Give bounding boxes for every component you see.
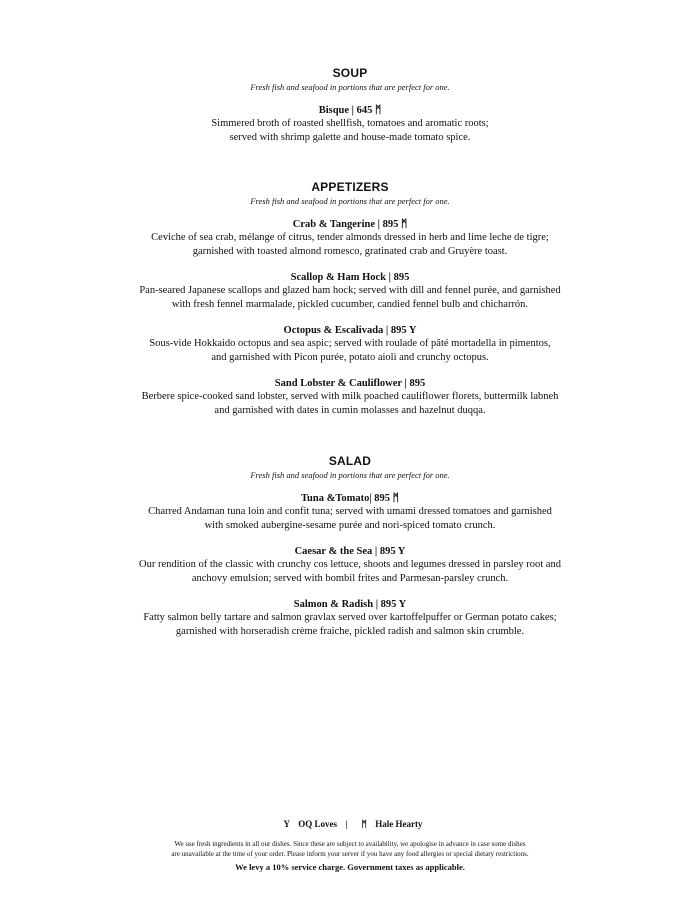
description-line: Our rendition of the classic with crunchy cos lettuce, shoots and legumes dressed in parsley root and (139, 559, 561, 570)
service-charge-note: We levy a 10% service charge. Government taxes as applicable. (235, 862, 465, 872)
description-line: Charred Andaman tuna loin and confit tuna; served with umami dressed tomatoes and garnished (148, 506, 552, 517)
menu-item (0, 219, 700, 259)
description-line: Sous-vide Hokkaido octopus and sea aspic; served with roulade of pâté mortadella in pimentos, (149, 338, 551, 349)
description-line: Berbere spice-cooked sand lobster, served with milk poached cauliflower florets, buttermilk labneh (141, 391, 559, 402)
description-line: Pan-seared Japanese scallops and glazed ham hock; served with dill and fennel purée, and garnished (139, 285, 561, 296)
description-line: and garnished with Picon purée, potato aioli and crunchy octopus. (211, 352, 489, 363)
menu-item-description (0, 284, 700, 312)
menu-item-description (0, 390, 700, 418)
menu-item (0, 546, 700, 586)
section-subtitle: Fresh fish and seafood in portions that are perfect for one. (250, 196, 450, 206)
menu-item-title: Caesar & the Sea | 895 Y (294, 546, 406, 557)
menu-item-description (0, 505, 700, 533)
legend-label: OQ Loves (298, 819, 338, 829)
description-line: with smoked aubergine-sesame purée and nori-spiced tomato crunch. (204, 520, 496, 531)
menu-item (0, 272, 700, 312)
menu-item (0, 325, 700, 365)
hale-hearty-icon: ᛗ (361, 819, 367, 829)
menu-item-description (0, 558, 700, 586)
section-appetizers (0, 180, 700, 418)
legend-separator: | (345, 819, 348, 829)
section-subtitle: Fresh fish and seafood in portions that are perfect for one. (250, 82, 450, 92)
section-title: SALAD (328, 454, 372, 468)
section-title: APPETIZERS (311, 180, 389, 194)
description-line: anchovy emulsion; served with bombil frites and Parmesan-parsley crunch. (191, 573, 509, 584)
menu-item-title: Scallop & Ham Hock | 895 (290, 272, 410, 283)
description-line: Fatty salmon belly tartare and salmon gravlax served over kartoffelpuffer or German potato cakes; (143, 612, 557, 623)
description-line: Simmered broth of roasted shellfish, tomatoes and aromatic roots; (211, 118, 489, 129)
description-line: and garnished with dates in cumin molasses and hazelnut duqqa. (214, 405, 486, 416)
menu-item-description (0, 337, 700, 365)
description-line: with fresh fennel marmalade, pickled cucumber, candied fennel bulb and chicharrón. (171, 299, 529, 310)
menu-item-title: Sand Lobster & Cauliflower | 895 (274, 378, 426, 389)
menu-item-title: Bisque | 645 ᛗ (318, 105, 382, 116)
menu-item-title: Octopus & Escalivada | 895 Y (283, 325, 417, 336)
menu-item-description (0, 611, 700, 639)
description-line: garnished with horseradish crème fraiche, pickled radish and salmon skin crumble. (175, 626, 525, 637)
menu-item-title: Salmon & Radish | 895 Y (293, 599, 407, 610)
menu-item-title: Crab & Tangerine | 895 ᛗ (292, 219, 408, 230)
menu-item (0, 599, 700, 639)
legend-label: Hale Hearty (375, 819, 423, 829)
menu-item (0, 378, 700, 418)
description-line: served with shrimp galette and house-made tomato spice. (229, 132, 471, 143)
section-soup (0, 66, 700, 145)
menu-item-title: Tuna &Tomato| 895 ᛗ (301, 493, 399, 504)
menu-item (0, 105, 700, 145)
menu-item-description (0, 231, 700, 259)
menu-item (0, 493, 700, 533)
note-line: We use fresh ingredients in all our dishes. Since these are subject to availability, we apologise in advance in case some dishes (174, 840, 526, 848)
section-salad (0, 454, 700, 639)
section-title: SOUP (332, 66, 368, 80)
description-line: garnished with toasted almond romesco, gratinated crab and Gruyère toast. (192, 246, 508, 257)
availability-note (0, 840, 700, 859)
dietary-legend (0, 819, 700, 829)
oq-loves-icon: Y (283, 819, 291, 829)
menu-item-description (0, 117, 700, 145)
section-subtitle: Fresh fish and seafood in portions that are perfect for one. (250, 470, 450, 480)
description-line: Ceviche of sea crab, mélange of citrus, tender almonds dressed in herb and lime leche de tigre; (151, 232, 549, 243)
note-line: are unavailable at the time of your order. Please inform your server if you have any food allergies or special dietary restrictions. (171, 849, 529, 858)
